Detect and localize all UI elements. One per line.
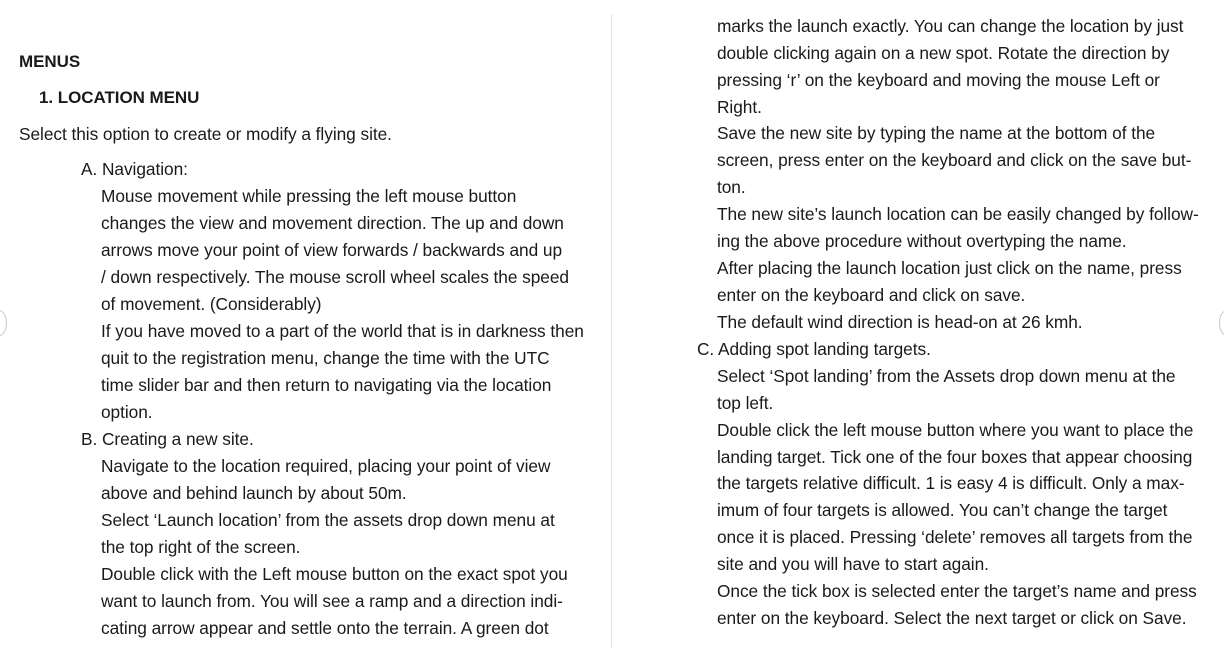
- navigation-line: If you have moved to a part of the world that is in darkness then: [101, 321, 584, 341]
- creating-site-continued-line: screen, press enter on the keyboard and click on the save but-: [717, 150, 1192, 170]
- location-menu-intro: Select this option to create or modify a flying site.: [19, 124, 392, 144]
- creating-site-line: above and behind launch by about 50m.: [101, 483, 407, 503]
- creating-site-continued-line: The new site’s launch location can be easily changed by follow-: [717, 204, 1199, 224]
- spot-landing-line: landing target. Tick one of the four boxes that appear choosing: [717, 447, 1193, 467]
- creating-site-line: the top right of the screen.: [101, 537, 301, 557]
- page-divider: [611, 14, 612, 648]
- navigation-line: Mouse movement while pressing the left mouse button: [101, 186, 517, 206]
- navigation-line: arrows move your point of view forwards / backwards and up: [101, 240, 563, 260]
- spot-landing-line: the targets relative difficult. 1 is easy 4 is difficult. Only a max-: [717, 473, 1185, 493]
- navigation-section-title: A. Navigation:: [81, 159, 188, 179]
- creating-site-section-title: B. Creating a new site.: [81, 429, 254, 449]
- creating-site-continued-line: marks the launch exactly. You can change the location by just: [717, 16, 1184, 36]
- spot-landing-line: Once the tick box is selected enter the target’s name and press: [717, 581, 1197, 601]
- creating-site-continued-line: ton.: [717, 177, 746, 197]
- spot-landing-line: top left.: [717, 393, 774, 413]
- navigation-line: changes the view and movement direction. The up and down: [101, 213, 564, 233]
- right-page: [613, 0, 1224, 661]
- spot-landing-line: Select ‘Spot landing’ from the Assets drop down menu at the: [717, 366, 1176, 386]
- spot-landing-section-title: C. Adding spot landing targets.: [697, 339, 931, 359]
- left-page: [0, 0, 611, 661]
- creating-site-continued-line: Save the new site by typing the name at the bottom of the: [717, 123, 1156, 143]
- navigation-line: option.: [101, 402, 153, 422]
- navigation-line: time slider bar and then return to navigating via the location: [101, 375, 552, 395]
- spot-landing-line: Double click the left mouse button where you want to place the: [717, 420, 1194, 440]
- creating-site-line: want to launch from. You will see a ramp and a direction indi-: [101, 591, 563, 611]
- creating-site-line: Navigate to the location required, placing your point of view: [101, 456, 551, 476]
- creating-site-continued-line: ing the above procedure without overtyping the name.: [717, 231, 1127, 251]
- creating-site-line: cating arrow appear and settle onto the terrain. A green dot: [101, 618, 549, 638]
- navigation-line: / down respectively. The mouse scroll wheel scales the speed: [101, 267, 569, 287]
- spot-landing-line: enter on the keyboard. Select the next target or click on Save.: [717, 608, 1187, 628]
- menus-heading: MENUS: [19, 52, 81, 71]
- creating-site-continued-line: Right.: [717, 97, 762, 117]
- navigation-line: quit to the registration menu, change the time with the UTC: [101, 348, 550, 368]
- creating-site-continued-line: After placing the launch location just click on the name, press: [717, 258, 1182, 278]
- spot-landing-line: site and you will have to start again.: [717, 554, 989, 574]
- spot-landing-line: once it is placed. Pressing ‘delete’ removes all targets from the: [717, 527, 1193, 547]
- creating-site-continued-line: double clicking again on a new spot. Rotate the direction by: [717, 43, 1170, 63]
- creating-site-continued-line: enter on the keyboard and click on save.: [717, 285, 1026, 305]
- creating-site-line: Double click with the Left mouse button on the exact spot you: [101, 564, 568, 584]
- location-menu-heading: 1. LOCATION MENU: [39, 88, 200, 107]
- navigation-line: of movement. (Considerably): [101, 294, 322, 314]
- creating-site-continued-line: pressing ‘r’ on the keyboard and moving the mouse Left or: [717, 70, 1160, 90]
- creating-site-line: Select ‘Launch location’ from the assets drop down menu at: [101, 510, 555, 530]
- creating-site-continued-line: The default wind direction is head-on at 26 kmh.: [717, 312, 1083, 332]
- spot-landing-line: imum of four targets is allowed. You can’t change the target: [717, 500, 1168, 520]
